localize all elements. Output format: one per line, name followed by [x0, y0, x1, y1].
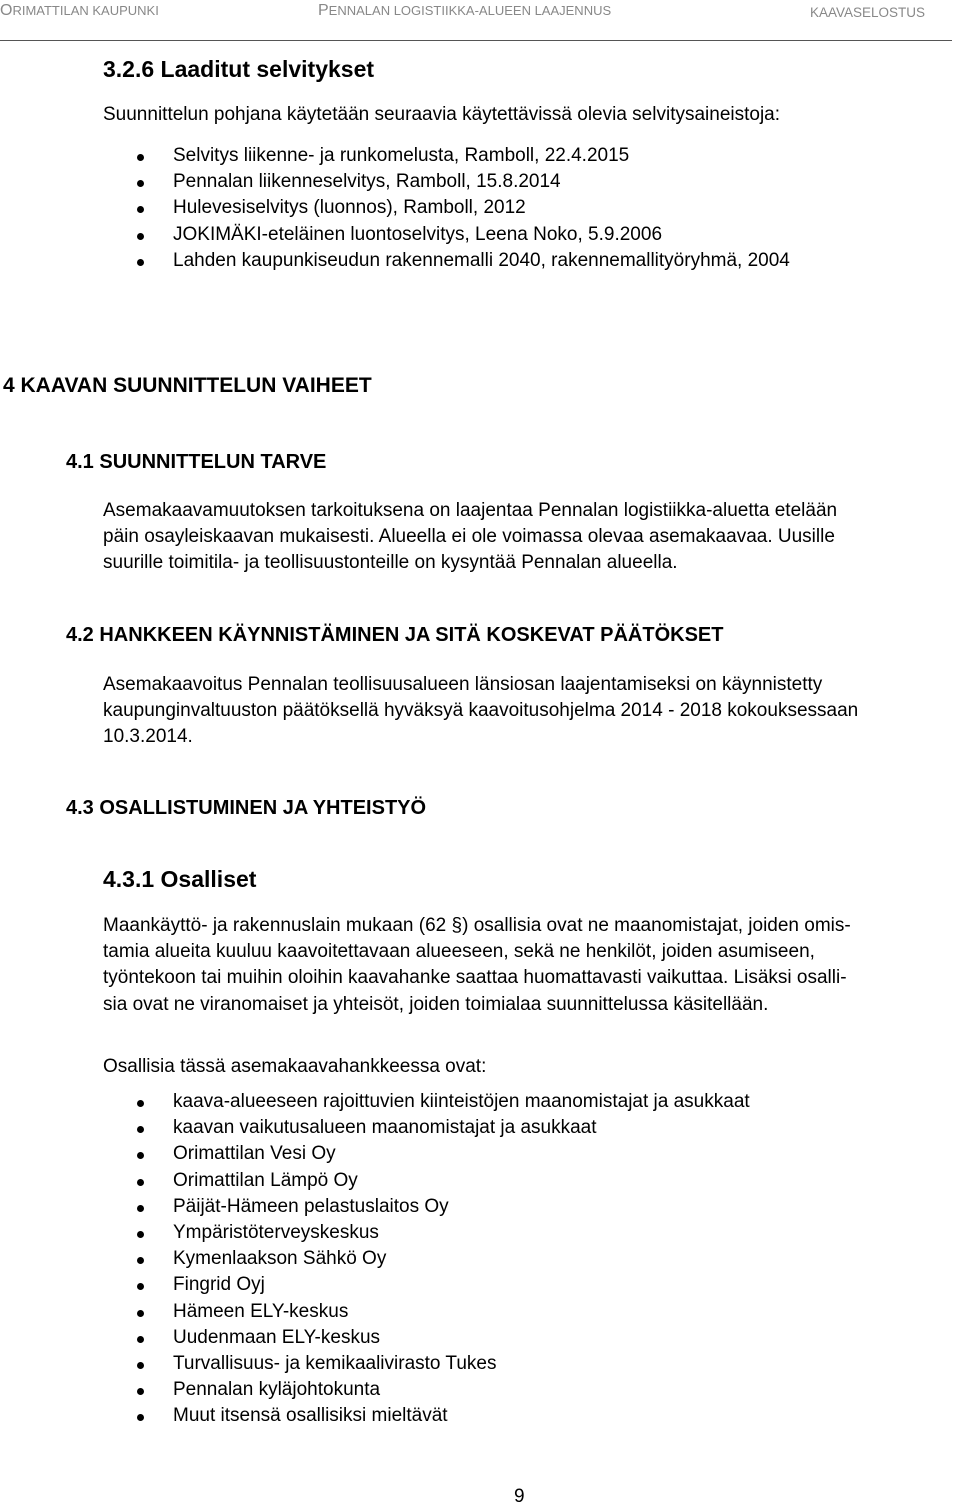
- section-heading-4-3-1: 4.3.1 Osalliset: [103, 866, 257, 892]
- section-heading-4-3: 4.3 OSALLISTUMINEN JA YHTEISTYÖ: [66, 797, 427, 819]
- paragraph-line: 10.3.2014.: [103, 726, 193, 748]
- bullet-icon: [137, 1414, 144, 1421]
- list-item: Pennalan liikenneselvitys, Ramboll, 15.8.2014: [173, 171, 561, 193]
- bullet-icon: [137, 1336, 144, 1343]
- stakeholder-list-intro: Osallisia tässä asemakaavahankkeessa ovat:: [103, 1056, 487, 1077]
- bullet-icon: [137, 1152, 144, 1159]
- bullet-icon: [137, 1388, 144, 1395]
- paragraph-line: Asemakaavoitus Pennalan teollisuusalueen länsiosan laajentamiseksi on käynnistetty: [103, 674, 823, 695]
- header-center: [318, 2, 611, 20]
- list-item: kaava-alueeseen rajoittuvien kiinteistöjen maanomistajat ja asukkaat: [173, 1091, 750, 1112]
- list-item: Lahden kaupunkiseudun rakennemalli 2040, rakennemallityöryhmä, 2004: [173, 249, 790, 271]
- list-item: Selvitys liikenne- ja runkomelusta, Ramboll, 22.4.2015: [173, 145, 630, 166]
- header-right: KAAVASELOSTUS: [810, 5, 926, 20]
- list-item: Kymenlaakson Sähkö Oy: [173, 1248, 387, 1270]
- bullet-icon: [137, 1100, 144, 1107]
- header-center-initial: P: [318, 2, 329, 19]
- list-item: JOKIMÄKI-eteläinen luontoselvitys, Leena Noko, 5.9.2006: [173, 223, 663, 245]
- paragraph-line: tamia alueita kuuluu kaavoitettavaan alueeseen, sekä ne henkilöt, joiden asumiseen,: [103, 941, 815, 963]
- header-left-text: RIMATTILAN KAUPUNKI: [12, 3, 159, 18]
- paragraph-line: työntekoon tai muihin oloihin kaavahanke saattaa huomattavasti vaikuttaa. Lisäksi osalli-: [103, 967, 847, 989]
- bullet-icon: [137, 206, 144, 213]
- header-center-text: ENNALAN LOGISTIIKKA-ALUEEN LAAJENNUS: [328, 3, 612, 18]
- list-item: Orimattilan Vesi Oy: [173, 1143, 336, 1165]
- paragraph-line: kaupunginvaltuuston päätöksellä hyväksyä kaavoitusohjelma 2014 - 2018 kokouksessaan: [103, 700, 859, 722]
- paragraph-line: päin osayleiskaavan mukaisesti. Alueella ei ole voimassa olevaa asemakaavaa. Uusille: [103, 526, 835, 548]
- bullet-icon: [137, 154, 144, 161]
- section-heading-4-2: 4.2 HANKKEEN KÄYNNISTÄMINEN JA SITÄ KOSKEVAT PÄÄTÖKSET: [66, 624, 724, 646]
- page-number: 9: [514, 1486, 525, 1507]
- list-item: Hämeen ELY-keskus: [173, 1300, 349, 1322]
- list-item: Päijät-Hämeen pelastuslaitos Oy: [173, 1195, 449, 1217]
- bullet-icon: [137, 1205, 144, 1212]
- chapter-heading-4: 4 KAAVAN SUUNNITTELUN VAIHEET: [3, 374, 372, 397]
- bullet-icon: [137, 1283, 144, 1290]
- paragraph-line: suurille toimitila- ja teollisuustonteille on kysyntää Pennalan alueella.: [103, 552, 678, 574]
- bullet-icon: [137, 1231, 144, 1238]
- bullet-icon: [137, 233, 144, 240]
- bullet-icon: [137, 1257, 144, 1264]
- list-item: Ympäristöterveyskeskus: [173, 1222, 379, 1243]
- list-item: Fingrid Oyj: [173, 1274, 265, 1296]
- header-left-initial: O: [0, 2, 13, 19]
- list-item: Uudenmaan ELY-keskus: [173, 1326, 381, 1348]
- bullet-icon: [137, 1310, 144, 1317]
- bullet-icon: [137, 180, 144, 187]
- bullet-icon: [137, 259, 144, 266]
- header-left: [0, 2, 159, 20]
- paragraph-line: Asemakaavamuutoksen tarkoituksena on laajentaa Pennalan logistiikka-aluetta etelään: [103, 500, 838, 521]
- list-item: Muut itsensä osallisiksi mieltävät: [173, 1405, 448, 1427]
- header-rule: [0, 40, 952, 41]
- section-heading-3-2-6: 3.2.6 Laaditut selvitykset: [103, 56, 375, 82]
- list-item: Pennalan kyläjohtokunta: [173, 1379, 381, 1401]
- list-item: Orimattilan Lämpö Oy: [173, 1169, 358, 1191]
- list-item: Hulevesiselvitys (luonnos), Ramboll, 2012: [173, 197, 526, 219]
- bullet-icon: [137, 1362, 144, 1369]
- list-item: kaavan vaikutusalueen maanomistajat ja asukkaat: [173, 1117, 597, 1139]
- bullet-icon: [137, 1126, 144, 1133]
- paragraph-line: Maankäyttö- ja rakennuslain mukaan (62 §) osallisia ovat ne maanomistajat, joiden omis-: [103, 915, 851, 936]
- section-intro: Suunnittelun pohjana käytetään seuraavia käytettävissä olevia selvitysaineistoja:: [103, 104, 781, 125]
- list-item: Turvallisuus- ja kemikaalivirasto Tukes: [173, 1353, 497, 1374]
- bullet-icon: [137, 1179, 144, 1186]
- paragraph-line: sia ovat ne viranomaiset ja yhteisöt, joiden toimialaa suunnittelussa käsitellään.: [103, 993, 769, 1015]
- section-heading-4-1: 4.1 SUUNNITTELUN TARVE: [66, 451, 327, 473]
